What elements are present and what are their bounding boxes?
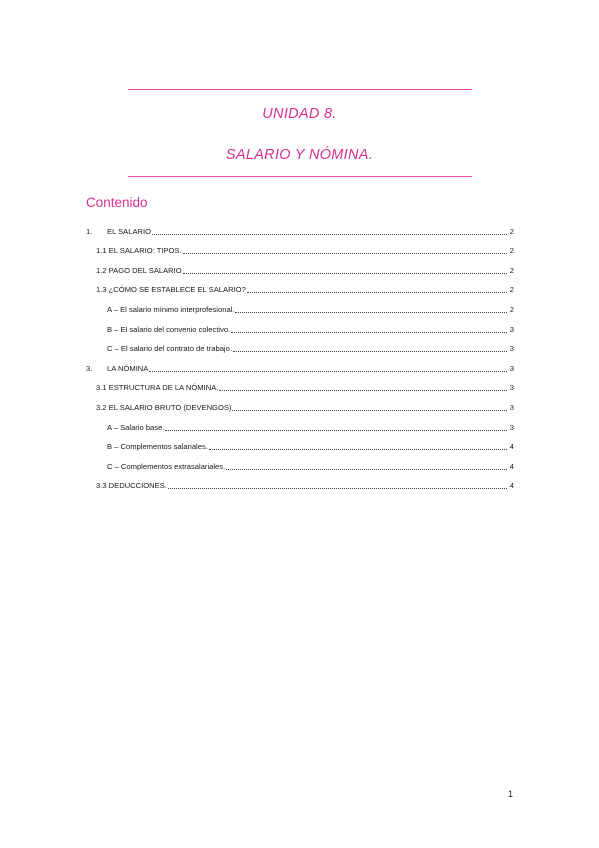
toc-entry-label: A – El salario mínimo interprofesional. bbox=[107, 304, 235, 314]
toc-entry-page: 3 bbox=[509, 383, 514, 393]
table-of-contents bbox=[86, 217, 514, 491]
toc-entry-page: 3 bbox=[509, 402, 514, 412]
toc-entry-page: 2 bbox=[509, 265, 514, 275]
toc-leader-dots bbox=[226, 469, 507, 470]
toc-entry-number: 1. bbox=[86, 226, 93, 236]
toc-entry[interactable] bbox=[86, 393, 514, 413]
toc-entry[interactable] bbox=[86, 315, 514, 335]
toc-leader-dots bbox=[232, 410, 507, 411]
toc-entry[interactable] bbox=[86, 472, 514, 492]
unit-heading: UNIDAD 8. bbox=[262, 106, 337, 122]
toc-entry-page: 3 bbox=[509, 422, 514, 432]
toc-entry-page: 3 bbox=[509, 324, 514, 334]
toc-entry-page: 4 bbox=[509, 481, 514, 491]
toc-entry-label: 1.3 ¿CÓMO SE ESTABLECE EL SALARIO? bbox=[96, 285, 246, 295]
toc-entry-label: B – El salario del convenio colectivo. bbox=[107, 324, 231, 334]
toc-entry-label: C – Complementos extrasalariales. bbox=[107, 461, 226, 471]
toc-entry-label: 3.1 ESTRUCTURA DE LA NÓMINA. bbox=[96, 383, 219, 393]
toc-entry[interactable] bbox=[86, 295, 514, 315]
toc-entry-page: 3 bbox=[509, 344, 514, 354]
toc-entry-page: 2 bbox=[509, 226, 514, 236]
toc-entry[interactable] bbox=[86, 413, 514, 433]
header-top-rule bbox=[128, 89, 472, 90]
document-title: SALARIO Y NÓMINA. bbox=[225, 147, 374, 163]
toc-leader-dots bbox=[183, 273, 507, 274]
toc-leader-dots bbox=[219, 390, 507, 391]
toc-entry[interactable] bbox=[86, 374, 514, 394]
toc-leader-dots bbox=[149, 371, 507, 372]
toc-entry-label: EL SALARIO bbox=[107, 226, 152, 236]
toc-entry-label: LA NÓMINA bbox=[107, 363, 149, 373]
toc-leader-dots bbox=[233, 351, 507, 352]
toc-entry-label: C – El salario del contrato de trabajo. bbox=[107, 344, 232, 354]
toc-entry-label: 1.2 PAGO DEL SALARIO bbox=[96, 265, 182, 275]
toc-leader-dots bbox=[183, 253, 507, 254]
toc-leader-dots bbox=[235, 312, 507, 313]
toc-entry-page: 2 bbox=[509, 246, 514, 256]
toc-leader-dots bbox=[152, 234, 507, 235]
toc-entry[interactable] bbox=[86, 335, 514, 355]
toc-entry-label: 3.3 DEDUCCIONES. bbox=[96, 481, 167, 491]
toc-title: Contenido bbox=[86, 195, 148, 210]
toc-entry-page: 2 bbox=[509, 304, 514, 314]
toc-leader-dots bbox=[165, 430, 507, 431]
toc-entry-page: 4 bbox=[509, 461, 514, 471]
toc-entry[interactable] bbox=[86, 256, 514, 276]
toc-leader-dots bbox=[231, 332, 507, 333]
toc-entry[interactable] bbox=[86, 452, 514, 472]
toc-entry-page: 4 bbox=[509, 442, 514, 452]
toc-entry-label: B – Complementos salariales. bbox=[107, 442, 208, 452]
header-bottom-rule bbox=[128, 176, 472, 177]
toc-entry-page: 3 bbox=[509, 363, 514, 373]
toc-entry[interactable] bbox=[86, 433, 514, 453]
toc-entry[interactable] bbox=[86, 276, 514, 296]
toc-leader-dots bbox=[247, 292, 507, 293]
toc-entry-number: 3. bbox=[86, 363, 93, 373]
page-number: 1 bbox=[507, 789, 513, 799]
toc-entry[interactable] bbox=[86, 237, 514, 257]
toc-leader-dots bbox=[209, 449, 507, 450]
toc-entry-page: 2 bbox=[509, 285, 514, 295]
toc-entry-label: 3.2 EL SALARIO BRUTO (DEVENGOS) bbox=[96, 402, 232, 412]
toc-entry[interactable] bbox=[86, 354, 514, 374]
toc-entry-label: 1.1 EL SALARIO: TIPOS. bbox=[96, 246, 182, 256]
toc-entry[interactable] bbox=[86, 217, 514, 237]
toc-leader-dots bbox=[168, 488, 507, 489]
toc-entry-label: A – Salario base. bbox=[107, 422, 165, 432]
